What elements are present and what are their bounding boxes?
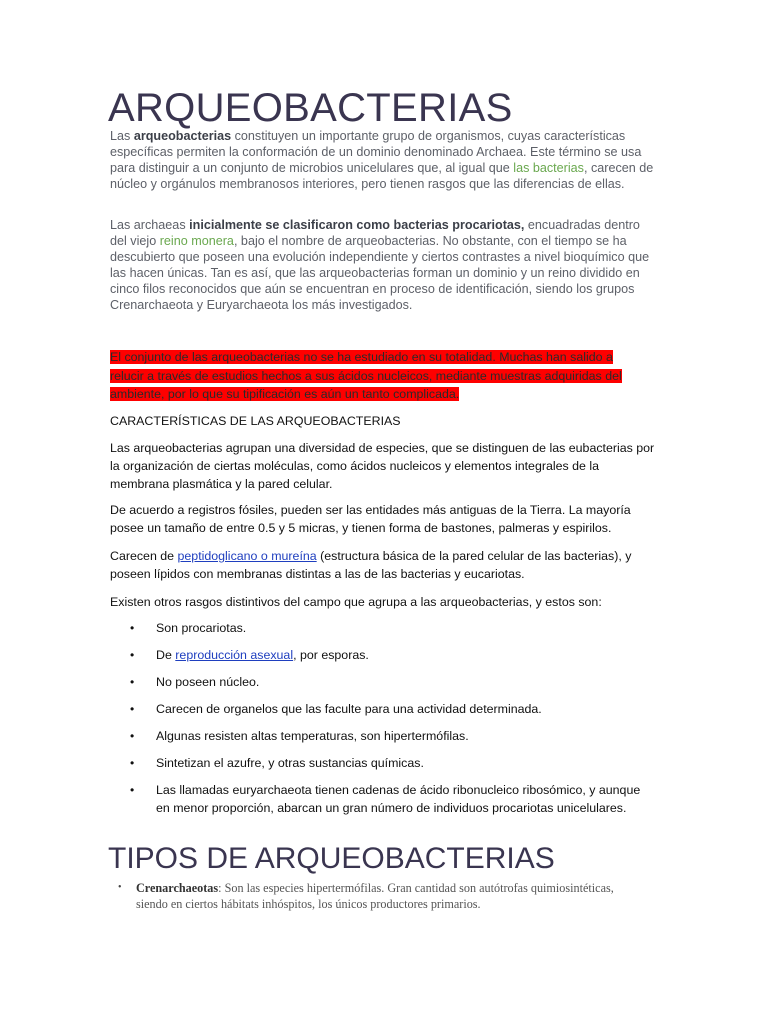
caracteristicas-paragraph-2: De acuerdo a registros fósiles, pueden ser las entidades más antiguas de la Tierra. La mayoría posee un tamaño de entre 0.5 y 5 micras, y tienen forma de bastones, palmeras y espirilos. [110,503,631,535]
section-title-tipos: TIPOS DE ARQUEOBACTERIAS [108,842,555,875]
text-run: constituyen un importante grupo de organismos, cuyas características específicas permiten la conformación de un dominio denominado Archaea. Este término se usa para distinguir a un conjunto de microbios unicelulares que, al igual que [110,129,642,175]
bullet-icon: • [130,675,135,689]
list-item-text: Sintetizan el azufre, y otras sustancias químicas. [156,756,424,770]
text-run: encuadradas dentro del viejo [110,218,640,248]
reproduccion-asexual-link[interactable]: reproducción asexual [175,648,294,662]
peptidoglicano-link[interactable]: peptidoglicano o mureína [177,549,317,563]
caracteristicas-paragraph-1: Las arqueobacterias agrupan una diversidad de especies, que se distinguen de las eubacterias por la organización de ciertas moléculas, como ácidos nucleicos y elementos integrales de la membrana plasmática y la pared celular. [110,441,655,491]
list-item [130,700,650,718]
list-item-text: , por esporas. [293,648,369,662]
list-item-text: No poseen núcleo. [156,675,260,689]
intro-paragraph [110,128,658,192]
list-item [130,673,650,691]
bullet-icon: • [130,621,135,635]
bullet-icon: • [130,702,135,716]
list-item-text: Algunas resisten altas temperaturas, son hipertermófilas. [156,729,469,743]
text-run: , bajo el nombre de arqueobacterias. No obstante, con el tiempo se ha descubierto que poseen una evolución independiente y ciertos contrastes a nivel bioquímico que las hacen únicas. Tan es así, que las arqueobacterias forman un dominio y un reino dividido en cinco filos reconocidos que aún se encuentran en proceso de identificación, siendo los grupos Crenarchaeota y Euryarchaeota los más investigados. [110,234,650,312]
text-run: , carecen de núcleo y orgánulos membranosos interiores, pero tienen rasgos que las diferencias de ellas. [110,161,654,191]
types-item-text [118,880,638,912]
bullet-icon: • [130,729,135,743]
highlight-text: El conjunto de las arqueobacterias no se ha estudiado en su totalidad. Muchas han salido a relucir a través de estudios hechos a sus ácidos nucleicos, mediante muestras adquiridas del ambiente, por lo que su tipificación es aún un tanto complicada. [110,350,622,401]
bold-phrase: inicialmente se clasificaron como bacterias procariotas, [189,218,525,232]
text-run: : Son las especies hipertermófilas. Gran cantidad son autótrofas quimiosintéticas, siendo en ciertos hábitats inhóspitos, los únicos productores primarios. [136,881,614,911]
list-item [130,781,650,817]
rasgos-list [130,619,650,826]
list-item [130,646,650,664]
text-run: (estructura básica de la pared celular de las bacterias), y poseen lípidos con membranas distintas a las de las bacterias y eucariotas. [110,549,632,581]
page-title: ARQUEOBACTERIAS [108,86,513,130]
bullet-icon: • [130,756,135,770]
list-item-text: Carecen de organelos que las faculte para una actividad determinada. [156,702,542,716]
bullet-icon: • [130,783,135,797]
reino-monera-link[interactable]: reino monera [159,234,234,248]
caracteristicas-paragraph-3 [110,547,655,583]
bullet-icon: • [130,648,135,662]
section-heading-caracteristicas: CARACTERÍSTICAS DE LAS ARQUEOBACTERIAS [110,414,401,428]
text-run: Las archaeas [110,218,190,232]
text-run: Carecen de [110,549,178,563]
types-list-item [118,880,638,912]
bullet-icon: • [118,882,122,893]
list-item-text: Son procariotas. [156,621,247,635]
bold-term: Crenarchaeotas [136,881,219,895]
bold-term: arqueobacterias [133,129,232,143]
list-item [130,619,650,637]
list-item [130,754,650,772]
list-item-text: De [156,648,176,662]
archaeas-paragraph [110,217,658,313]
text-run: Las [110,129,134,143]
highlighted-paragraph [110,348,640,404]
list-item [130,727,650,745]
bacterias-link[interactable]: las bacterias [513,161,584,175]
list-item-text: Las llamadas euryarchaeota tienen cadenas de ácido ribonucleico ribosómico, y aunque en menor proporción, abarcan un gran número de individuos procariotas unicelulares. [156,783,641,815]
caracteristicas-paragraph-4: Existen otros rasgos distintivos del campo que agrupa a las arqueobacterias, y estos son: [110,595,602,609]
